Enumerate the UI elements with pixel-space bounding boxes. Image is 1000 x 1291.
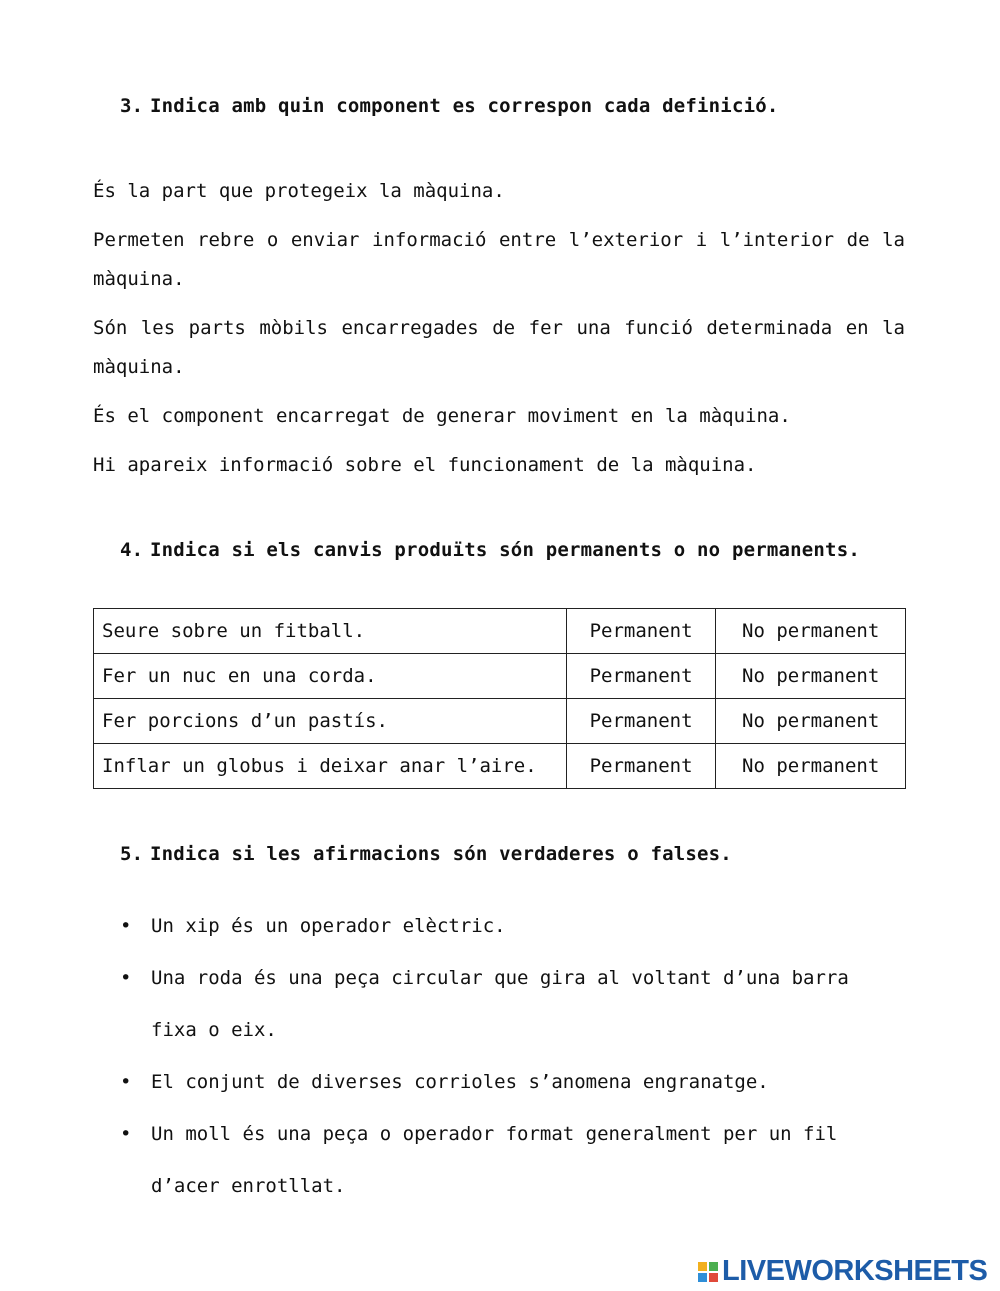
option-no-permanent[interactable]: No permanent — [716, 654, 906, 699]
bullet-icon: • — [120, 1071, 132, 1093]
statement-item-2 — [120, 952, 880, 1056]
bullet-icon: • — [120, 1123, 132, 1145]
definition-4: És el component encarregat de generar moviment en la màquina. — [93, 405, 791, 427]
option-no-permanent[interactable]: No permanent — [716, 699, 906, 744]
statement-cell: Fer porcions d’un pastís. — [94, 699, 567, 744]
section-4-number: 4. — [120, 539, 144, 561]
bullet-icon: • — [120, 915, 132, 937]
section-3-heading — [120, 95, 779, 117]
statement-text: Un moll és una peça o operador format generalment per un fil d’acer enrotllat. — [151, 1123, 838, 1197]
option-permanent[interactable]: Permanent — [566, 699, 716, 744]
statement-text: Un xip és un operador elèctric. — [151, 915, 506, 937]
logo-mark-icon — [698, 1262, 718, 1282]
table-row — [94, 744, 906, 789]
statement-cell: Inflar un globus i deixar anar l’aire. — [94, 744, 567, 789]
bullet-icon: • — [120, 967, 132, 989]
section-5-heading-text: Indica si les afirmacions són verdaderes o falses. — [150, 843, 732, 865]
section-3-heading-text: Indica amb quin component es correspon cada definició. — [150, 95, 779, 117]
option-permanent[interactable]: Permanent — [566, 609, 716, 654]
section-5-number: 5. — [120, 843, 144, 865]
definition-5: Hi apareix informació sobre el funcionament de la màquina. — [93, 454, 757, 476]
definition-1: És la part que protegeix la màquina. — [93, 180, 505, 202]
statement-cell: Fer un nuc en una corda. — [94, 654, 567, 699]
section-3-number: 3. — [120, 95, 144, 117]
liveworksheets-logo — [698, 1255, 987, 1288]
option-permanent[interactable]: Permanent — [566, 744, 716, 789]
definition-2: Permeten rebre o enviar informació entre l’exterior i l’interior de la màquina. — [93, 229, 905, 290]
statement-text: Una roda és una peça circular que gira al voltant d’una barra fixa o eix. — [151, 967, 849, 1041]
table-row — [94, 609, 906, 654]
changes-table — [93, 608, 906, 789]
option-permanent[interactable]: Permanent — [566, 654, 716, 699]
statement-item-4 — [120, 1108, 880, 1212]
option-no-permanent[interactable]: No permanent — [716, 744, 906, 789]
statement-item-1 — [120, 900, 880, 952]
statement-cell: Seure sobre un fitball. — [94, 609, 567, 654]
table-row — [94, 699, 906, 744]
section-4-heading — [120, 539, 860, 561]
table-row — [94, 654, 906, 699]
section-5-heading — [120, 843, 732, 865]
statement-item-3 — [120, 1056, 880, 1108]
statement-text: El conjunt de diverses corrioles s’anomena engranatge. — [151, 1071, 769, 1093]
logo-text: LIVEWORKSHEETS — [722, 1255, 988, 1287]
option-no-permanent[interactable]: No permanent — [716, 609, 906, 654]
definition-3: Són les parts mòbils encarregades de fer una funció determinada en la màquina. — [93, 317, 905, 378]
section-4-heading-text: Indica si els canvis produïts són permanents o no permanents. — [150, 539, 860, 561]
